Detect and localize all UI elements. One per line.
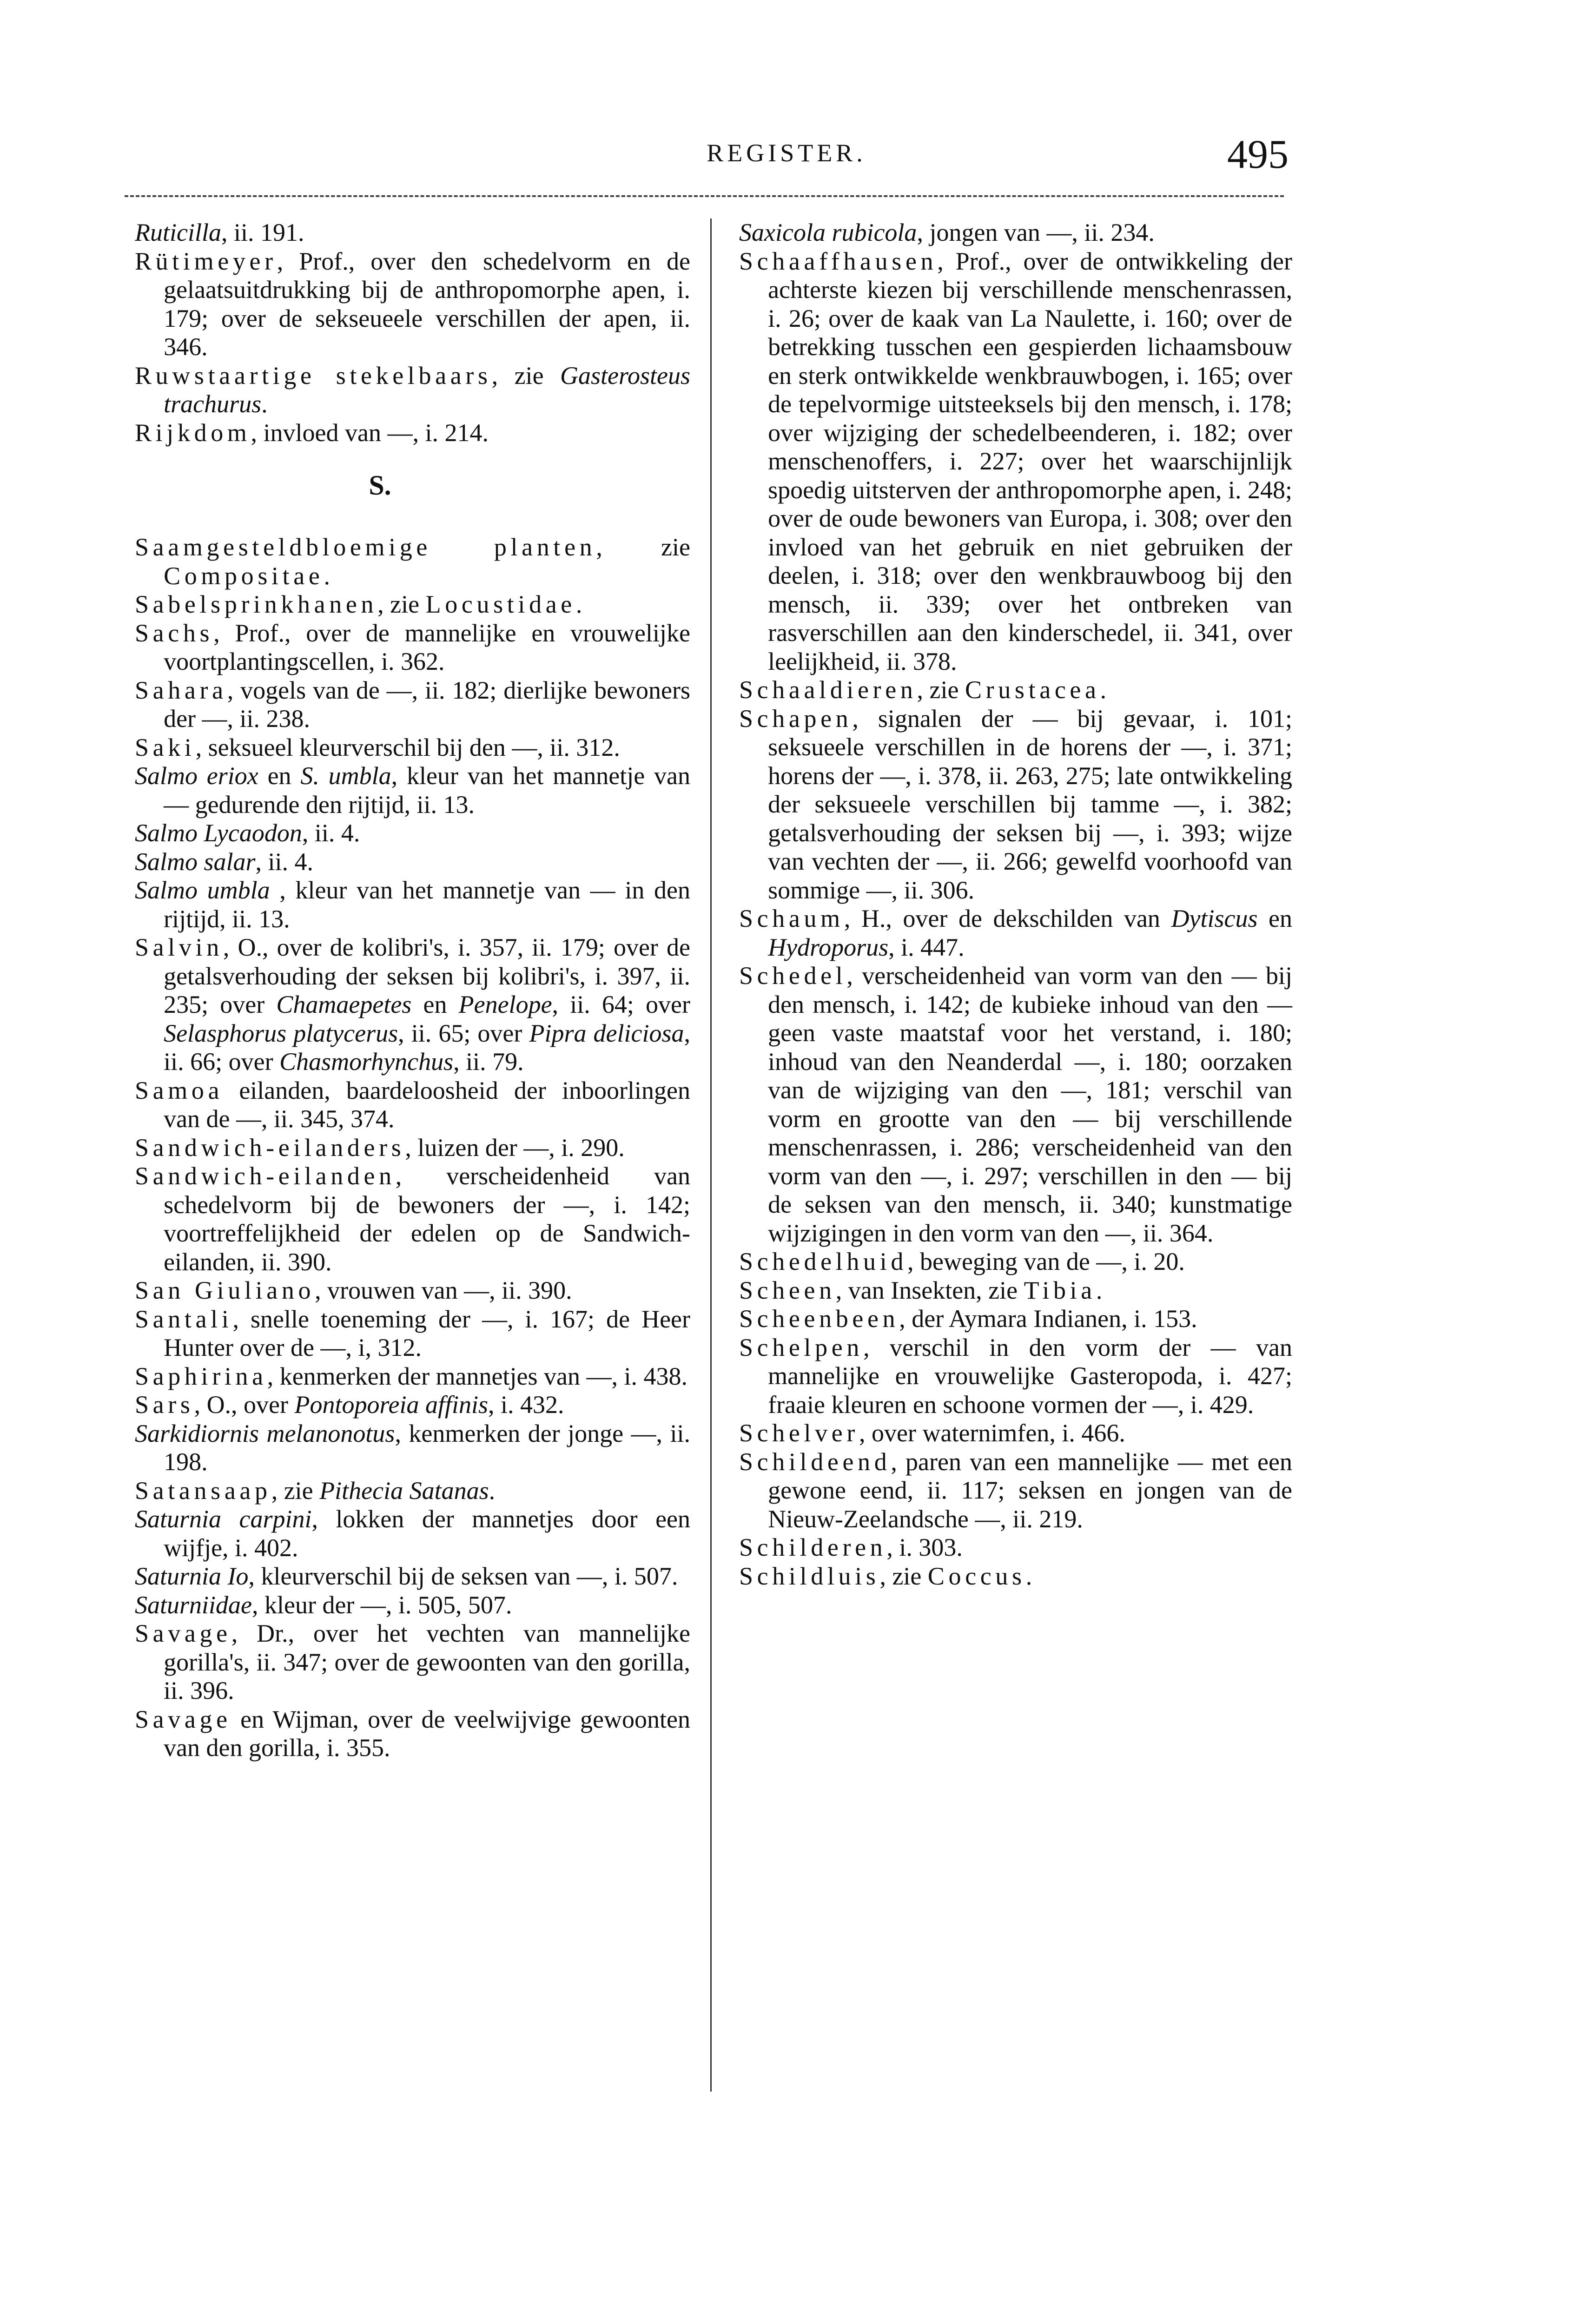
entry-italic: Saturnia Io <box>135 1562 249 1590</box>
index-entry <box>135 247 690 362</box>
index-entry <box>739 705 1292 905</box>
entry-text: , seksueel kleurverschil bij den —, ii. 312. <box>195 733 620 761</box>
entry-headword: Samoa <box>135 1076 224 1104</box>
entry-italic: Chamaepetes <box>276 990 412 1018</box>
index-entry <box>135 1619 690 1705</box>
index-entry <box>739 1562 1292 1591</box>
entry-italic: Pontoporeia affinis <box>294 1391 489 1419</box>
entry-text: , jongen van —, ii. 234. <box>917 218 1155 246</box>
left-column <box>135 218 690 1763</box>
entry-italic: Chasmorhynchus <box>279 1048 454 1076</box>
index-entry <box>135 1562 690 1591</box>
index-entry <box>135 848 690 877</box>
entry-headword: Santali <box>135 1305 233 1333</box>
entry-text: , verschil in den vorm der — van mannelijke en vrouwelijke Gasteropoda, i. 427; fraaie kleuren en schoone vormen der —, i. 429. <box>768 1333 1292 1419</box>
section-letter: S. <box>369 470 391 501</box>
entry-headword: Coccus <box>927 1562 1026 1590</box>
entry-text: , verscheidenheid van schedelvorm bij de bewoners der —, i. 142; voortreffelijkheid der edelen op de Sandwich-eilanden, ii. 390. <box>164 1162 690 1276</box>
index-entry <box>135 1591 690 1620</box>
entry-headword: Sahara <box>135 676 227 704</box>
entry-italic: Salmo salar <box>135 847 256 876</box>
index-entry <box>135 1505 690 1562</box>
entry-text: , lokken der mannetjes door een wijfje, i. 402. <box>164 1505 690 1562</box>
index-entry <box>135 1305 690 1362</box>
entry-headword: Schelver <box>739 1419 859 1447</box>
entry-italic: Ruticilla <box>135 218 221 246</box>
entry-text: , i. 432. <box>488 1391 564 1419</box>
entry-italic: Gasterosteus trachurus <box>164 361 690 418</box>
entry-text: . <box>1025 1562 1032 1590</box>
entry-headword: Saki <box>135 733 196 761</box>
index-entry <box>135 933 690 1076</box>
entry-italic: Pipra deliciosa <box>529 1019 684 1047</box>
index-entry <box>135 762 690 819</box>
entry-headword: Sachs <box>135 619 214 647</box>
entry-text: , Prof., over de mannelijke en vrouwelijke voortplantingscellen, i. 362. <box>164 619 690 675</box>
entry-text: , invloed van —, i. 214. <box>251 418 489 447</box>
entry-text: . <box>1100 676 1107 704</box>
entry-italic: Pithecia Satanas <box>319 1476 489 1505</box>
index-entry <box>739 905 1292 962</box>
entry-text: , ii. 4. <box>255 847 314 876</box>
entry-headword: Schedelhuid <box>739 1248 907 1275</box>
index-entry <box>135 590 690 619</box>
entry-text: , kenmerken der jonge —, ii. 198. <box>164 1419 690 1476</box>
entry-headword: Sandwich-eilanden <box>135 1162 396 1190</box>
entry-headword: Tibia <box>1024 1276 1096 1304</box>
entry-text: , over waternimfen, i. 466. <box>859 1419 1125 1447</box>
entry-headword: San Giuliano <box>135 1276 315 1304</box>
header-rule <box>125 195 1284 197</box>
entry-text: , ii. 65; over <box>398 1019 529 1047</box>
entry-text: , zie <box>491 361 560 390</box>
entry-text: . <box>575 590 582 618</box>
index-entry <box>135 1076 690 1134</box>
index-entry <box>135 876 690 933</box>
entry-headword: Schedel <box>739 962 847 990</box>
entry-text: , ii. 66; over <box>164 1019 691 1076</box>
entry-text: , snelle toeneming der —, i. 167; de Heer Hunter over de —, i, 312. <box>164 1305 690 1361</box>
column-divider <box>710 218 712 2092</box>
entry-headword: Schilderen <box>739 1533 887 1561</box>
entry-text: , i. 447. <box>888 933 965 961</box>
entry-headword: Rütimeyer <box>135 247 277 275</box>
entry-text: , zie <box>917 676 965 704</box>
index-entry <box>135 676 690 733</box>
index-entry <box>135 619 690 676</box>
entry-text: , signalen der — bij gevaar, i. 101; seksueele verschillen in de horens der —, i. 371; horens der —, i. 378, ii. 263, 275; late ontwikkeling der seksueele verschillen bij tamme —, i. 382; getalsverhouding der seksen bij —, i. 393; wijze van vechten der —, ii. 266; gewelfd voorhoofd van sommige —, ii. 306. <box>768 704 1292 904</box>
entry-text: , zie <box>879 1562 928 1590</box>
index-entry <box>135 1276 690 1305</box>
entry-italic: Saturniidae <box>135 1591 252 1619</box>
entry-text: , O., over de kolibri's, i. 357, ii. 179; over de getalsverhouding der seksen bij kolibri's, i. 397, ii. 235; over <box>164 933 690 1018</box>
entry-headword: Schaaffhausen <box>739 247 938 275</box>
entry-headword: Locustidae <box>425 590 576 618</box>
index-entry <box>739 1248 1292 1276</box>
index-entry <box>135 1705 690 1763</box>
entry-text: , i. 303. <box>886 1533 963 1561</box>
index-entry <box>135 362 690 419</box>
right-column <box>739 218 1292 1591</box>
index-entry <box>135 419 690 448</box>
entry-text: , der Aymara Indianen, i. 153. <box>899 1305 1197 1333</box>
index-entry <box>135 733 690 762</box>
index-entry <box>135 1477 690 1505</box>
entry-italic: Selasphorus platycerus <box>164 1019 398 1047</box>
entry-headword: Crustacea <box>965 676 1100 704</box>
index-entry <box>135 819 690 848</box>
entry-headword: Saphirina <box>135 1362 267 1390</box>
index-entry <box>135 1134 690 1162</box>
entry-text: , luizen der —, i. 290. <box>405 1133 625 1162</box>
page-number: 495 <box>1227 132 1289 177</box>
page-header <box>0 131 1573 182</box>
index-entry <box>739 962 1292 1248</box>
entry-text: , vogels van de —, ii. 182; dierlijke bewoners der —, ii. 238. <box>164 676 690 733</box>
entry-headword: Schapen <box>739 704 853 733</box>
entry-text: , kleur van het mannetje van — in den rijtijd, ii. 13. <box>164 876 691 933</box>
index-entry <box>739 1448 1292 1534</box>
entry-text: , zie <box>377 590 426 618</box>
entry-italic: Sarkidiornis melanonotus <box>135 1419 395 1447</box>
entry-text: , vrouwen van —, ii. 390. <box>315 1276 572 1304</box>
entry-headword: Schildeend <box>739 1447 891 1476</box>
entry-text: , Prof., over den schedelvorm en de gelaatsuitdrukking bij de anthropomorphe apen, i. 179; over de sekseueele verschillen der apen, ii. 346. <box>164 247 690 361</box>
entry-headword: Scheenbeen <box>739 1305 899 1333</box>
entry-text: eilanden, baardeloosheid der inboorlingen van de —, ii. 345, 374. <box>164 1076 690 1133</box>
index-entry <box>739 1533 1292 1562</box>
entry-headword: Schildluis <box>739 1562 880 1590</box>
running-head: REGISTER. <box>707 139 866 167</box>
entry-italic: Saxicola rubicola <box>739 218 917 246</box>
index-entry <box>739 1334 1292 1419</box>
entry-headword: Sabelsprinkhanen <box>135 590 378 618</box>
index-entry <box>739 247 1292 676</box>
entry-text: . <box>261 390 268 418</box>
entry-headword: Schelpen <box>739 1333 864 1361</box>
entry-text: . <box>489 1476 496 1505</box>
entry-text: , O., over <box>194 1391 295 1419</box>
entry-text: en <box>1257 905 1292 932</box>
index-entry <box>135 218 690 247</box>
entry-headword: Satansaap <box>135 1476 271 1505</box>
entry-text: , beweging van de —, i. 20. <box>907 1248 1185 1275</box>
entry-text: , zie <box>271 1476 320 1505</box>
entry-headword: Sars <box>135 1391 194 1419</box>
entry-headword: Schaum <box>739 905 844 932</box>
entry-text: . <box>1096 1276 1103 1304</box>
entry-text: , kleur van het mannetje van — gedurende den rijtijd, ii. 13. <box>164 762 690 819</box>
entry-text: , paren van een mannelijke — met een gewone eend, ii. 117; seksen en jongen van de Nieuw-Zeelandsche —, ii. 219. <box>768 1447 1292 1533</box>
entry-text: , van Insekten, zie <box>835 1276 1024 1304</box>
entry-italic: Hydroporus <box>768 933 889 961</box>
entry-italic: Salmo Lycaodon <box>135 819 302 847</box>
entry-italic: Salmo eriox <box>135 762 258 790</box>
index-entry <box>135 1419 690 1477</box>
index-entry <box>135 1362 690 1391</box>
entry-text: , ii. 4. <box>302 819 360 847</box>
index-entry <box>135 1162 690 1276</box>
entry-italic: Saturnia carpini <box>135 1505 312 1533</box>
entry-text: , kleurverschil bij de seksen van —, i. 507. <box>248 1562 678 1590</box>
index-entry <box>135 1391 690 1419</box>
index-entry <box>739 1276 1292 1305</box>
entry-italic: S. umbla <box>300 762 391 790</box>
entry-text: , ii. 64; over <box>552 990 691 1018</box>
entry-headword: Savage <box>135 1619 231 1647</box>
entry-text: , kleur der —, i. 505, 507. <box>252 1591 512 1619</box>
entry-text: en <box>258 762 301 790</box>
index-entry <box>739 218 1292 247</box>
index-entry <box>739 1305 1292 1334</box>
entry-text: , zie <box>596 533 690 561</box>
index-entry <box>739 676 1292 705</box>
index-entry <box>739 1419 1292 1448</box>
entry-text: , ii. 79. <box>453 1048 524 1076</box>
entry-headword: Savage <box>135 1705 231 1733</box>
entry-headword: Ruwstaartige stekelbaars <box>135 361 492 390</box>
entry-text: , verscheidenheid van vorm van den — bij den mensch, i. 142; de kubieke inhoud van den — geen vaste maatstaf voor het verstand, i. 180; inhoud van den Neanderdal —, i. 180; oorzaken van de wijziging van den —, 181; verschil van vorm en grootte van den — bij verschillende menschenrassen, i. 286; verscheidenheid van den vorm van den —, i. 297; verschillen in den — bij de seksen van den mensch, ii. 340; kunstmatige wijzigingen in den vorm van den —, ii. 364. <box>768 962 1292 1247</box>
index-entry <box>135 533 690 590</box>
entry-headword: Rijkdom <box>135 418 251 447</box>
entry-text: en <box>411 990 459 1018</box>
entry-text: , kenmerken der mannetjes van —, i. 438. <box>267 1362 687 1390</box>
entry-italic: Penelope <box>458 990 552 1018</box>
entry-headword: Saamgesteldbloemige planten <box>135 533 596 561</box>
entry-italic: Salmo umbla <box>135 876 270 904</box>
entry-text: en Wijman, over de veelwijvige gewoonten van den gorilla, i. 355. <box>164 1705 690 1762</box>
entry-text: . <box>324 561 330 590</box>
entry-italic: Dytiscus <box>1171 905 1258 932</box>
entry-text: , H., over de dekschilden van <box>844 905 1171 932</box>
entry-text: , Dr., over het vechten van mannelijke gorilla's, ii. 347; over de gewoonten van den gorilla, ii. 396. <box>164 1619 690 1704</box>
entry-headword: Sandwich-eilanders <box>135 1133 405 1162</box>
entry-headword: Schaaldieren <box>739 676 917 704</box>
entry-text: , ii. 191. <box>221 218 304 246</box>
entry-headword: Scheen <box>739 1276 836 1304</box>
entry-text: , Prof., over de ontwikkeling der achterste kiezen bij verschillende menschenrassen, i. 26; over de kaak van La Naulette, i. 160; over de betrekking tusschen een gespierden lichaamsbouw en sterk ontwikkelde wenkbrauwbogen, i. 165; over de tepelvormige uitsteeksels bij den mensch, i. 178; over wijziging der schedelbeenderen, i. 182; over menschenoffers, i. 227; over het waarschijnlijk spoedig uitsterven der anthropomorphe apen, i. 248; over de oude bewoners van Europa, i. 308; over den invloed van het gebruik en niet gebruiken der deelen, i. 318; over den wenkbrauwboog bij den mensch, ii. 339; over het ontbreken van rasverschillen aan den kinderschedel, ii. 341, over leelijkheid, ii. 378. <box>768 247 1292 675</box>
entry-headword: Compositae <box>164 561 324 590</box>
entry-headword: Salvin <box>135 933 223 961</box>
